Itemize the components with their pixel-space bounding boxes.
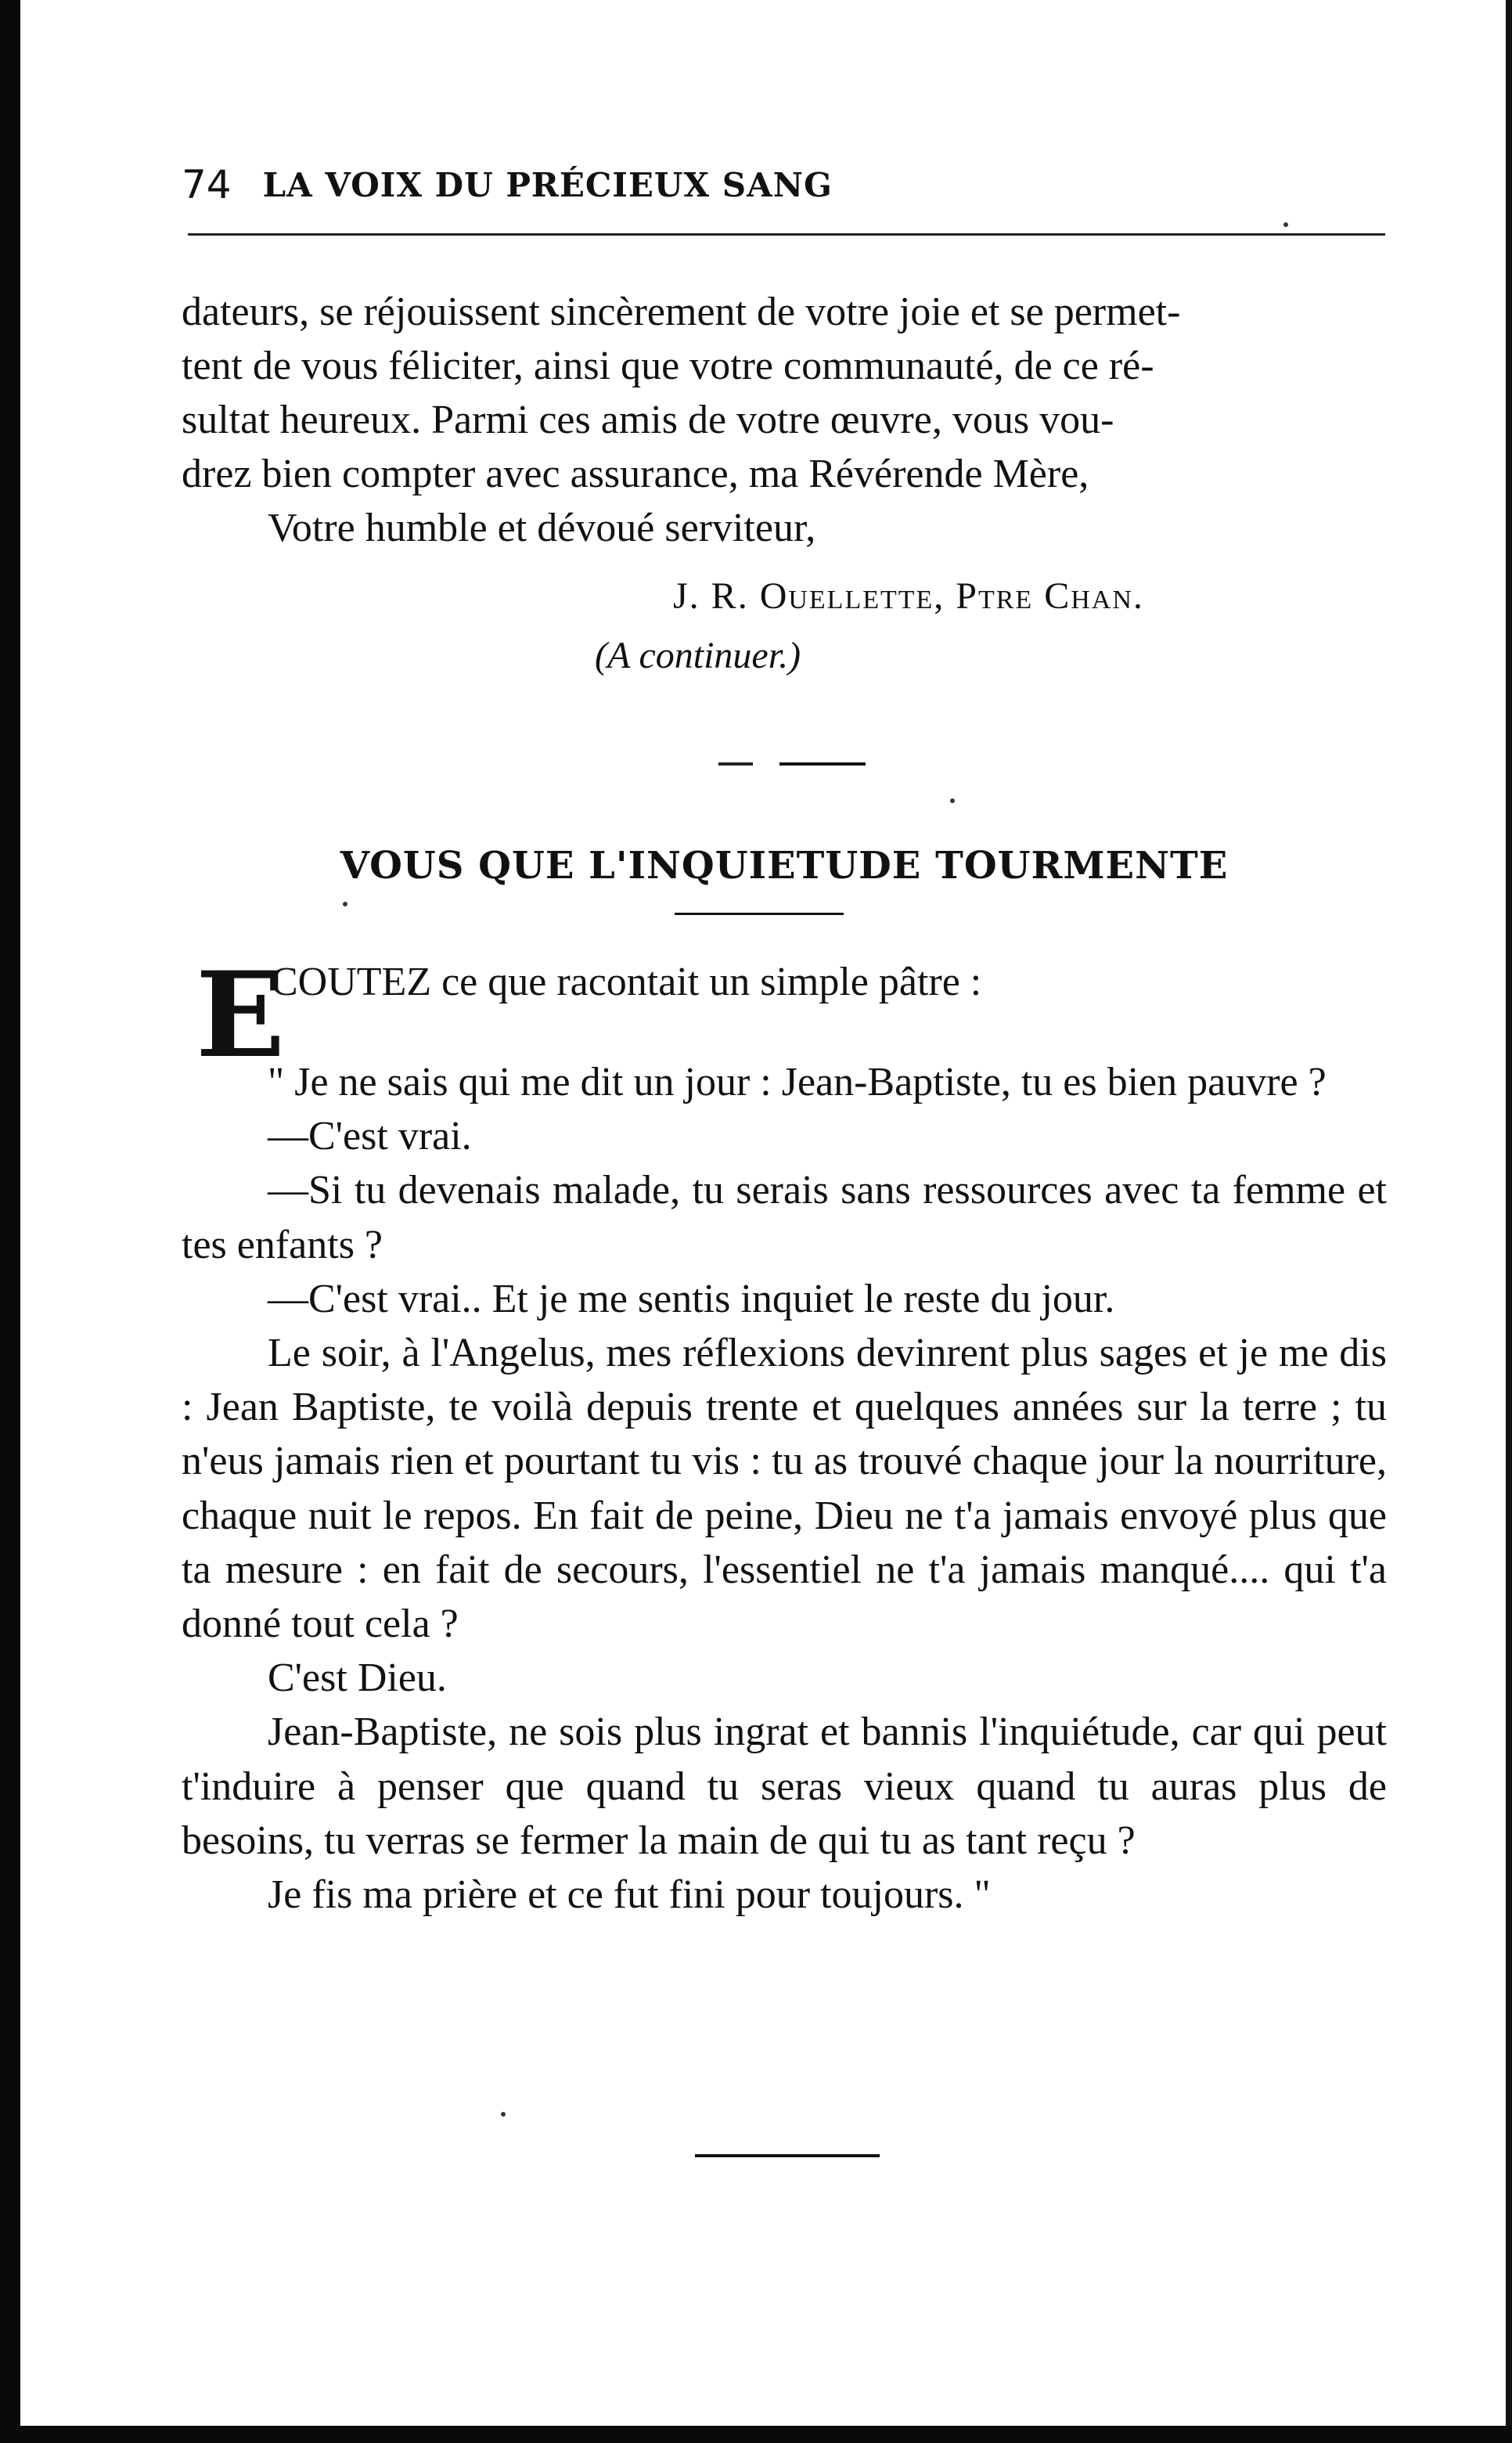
article-paragraph: Jean-Baptiste, ne sois plus ingrat et bannis l'inquiétude, car qui peut t'induire à penser que quand tu seras vieux quand tu auras plus de besoins, tu verras se fermer la main de qui tu as tant reçu ? — [182, 1710, 1387, 1863]
section-separator — [779, 762, 866, 766]
article-paragraph: —C'est vrai. — [268, 1114, 472, 1159]
scan-bottom-edge — [0, 2426, 1512, 2443]
article-paragraph: " Je ne sais qui me dit un jour : Jean-Baptiste, tu es bien pauvre ? — [268, 1060, 1327, 1104]
page-header — [182, 153, 1387, 216]
scan-speck — [501, 2112, 506, 2117]
letter-signature: J. R. Ouellette, Ptre Chan. — [673, 575, 1144, 617]
scan-left-edge — [0, 0, 20, 2443]
article-paragraph: —C'est vrai.. Et je me sentis inquiet le reste du jour. — [268, 1276, 1115, 1321]
scan-speck — [1283, 222, 1288, 227]
article-paragraph: —Si tu devenais malade, tu serais sans ressources avec ta femme et tes enfants ? — [182, 1168, 1387, 1267]
scan-speck — [950, 798, 955, 803]
letter-ending — [182, 285, 1387, 555]
article-paragraph: Je fis ma prière et ce fut fini pour toujours. " — [268, 1872, 991, 1918]
running-title: LA VOIX DU PRÉCIEUX SANG — [262, 165, 833, 204]
section-separator-short — [718, 762, 753, 766]
article-paragraph: C'est Dieu. — [268, 1656, 447, 1701]
drop-cap: E — [196, 946, 286, 1084]
article-body — [182, 1055, 1387, 1922]
letter-closing: Votre humble et dévoué serviteur, — [268, 506, 816, 550]
letter-line: tent de vous féliciter, ainsi que votre communauté, de ce ré- — [182, 344, 1154, 388]
article-title: VOUS QUE L'INQUIETUDE TOURMENTE — [340, 844, 1229, 888]
letter-line: dateurs, se réjouissent sincèrement de votre joie et se permet- — [182, 290, 1181, 334]
title-rule — [675, 913, 844, 915]
letter-line: drez bien compter avec assurance, ma Révérende Mère, — [182, 452, 1089, 496]
article-paragraph: Le soir, à l'Angelus, mes réflexions devinrent plus sages et je me dis : Jean Baptiste, te voilà depuis trente et quelques années sur la terre ; tu n'eus jamais rien et pourtant tu vis : tu as trouvé chaque jour la nourriture, chaque nuit le repos. En fait de peine, Dieu ne t'a jamais envoyé plus que ta mesure : en fait de secours, l'essentiel ne t'a jamais manqué.... qui t'a donné tout cela ? — [182, 1331, 1387, 1647]
page-number: 74 — [182, 162, 232, 207]
scan-right-edge — [1506, 0, 1512, 2443]
end-rule — [695, 2154, 880, 2157]
header-rule — [188, 233, 1385, 236]
scan-speck — [343, 902, 347, 906]
article-first-line: COUTEZ ce que racontait un simple pâtre : — [271, 960, 982, 1004]
letter-line: sultat heureux. Parmi ces amis de votre œuvre, vous vou- — [182, 398, 1114, 442]
to-be-continued: (A continuer.) — [595, 635, 801, 676]
